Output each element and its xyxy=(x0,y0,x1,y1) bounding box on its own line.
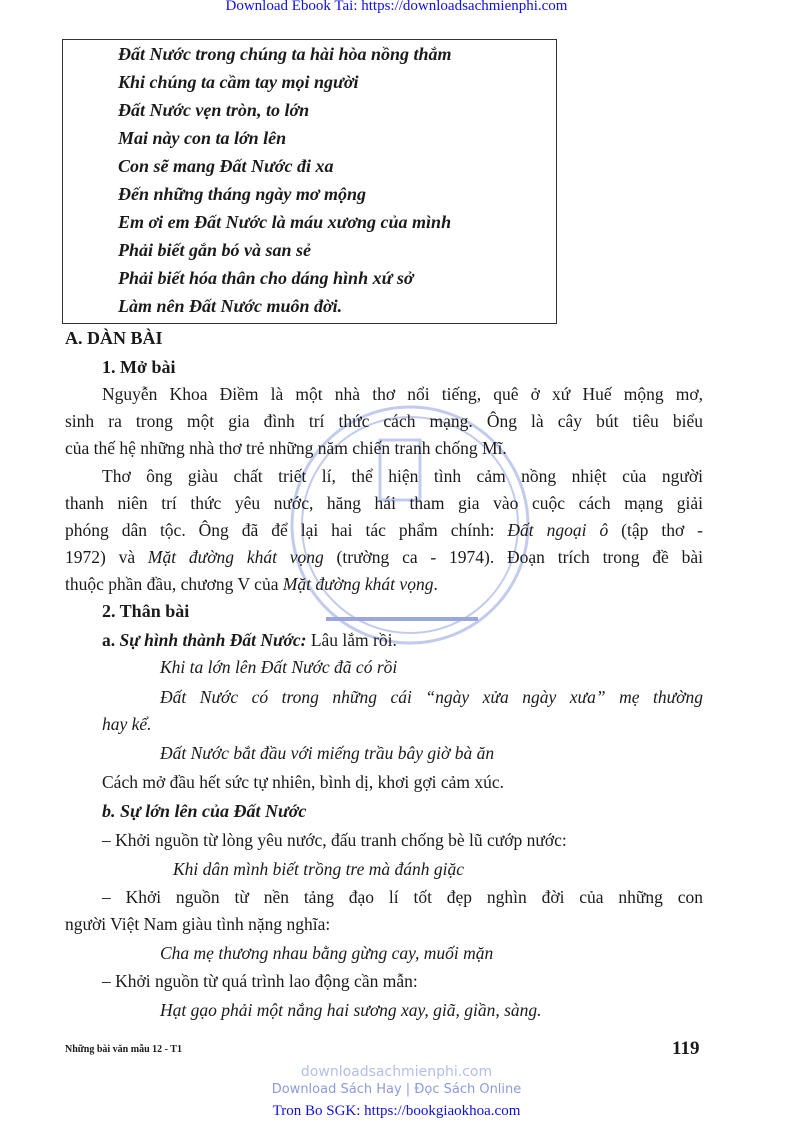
paragraph-line: – Khởi nguồn từ nền tảng đạo lí tốt đẹp nghìn đời của những con xyxy=(102,887,703,907)
point-title: Sự hình thành Đất Nước: xyxy=(119,630,307,650)
footer-download-link[interactable]: Tron Bo SGK: https://bookgiaokhoa.com xyxy=(272,1103,521,1119)
text: (trường ca - 1974). Đoạn trích trong đề bài xyxy=(323,547,703,567)
quote-line: Đất Nước bắt đầu với miếng trầu bây giờ bà ăn xyxy=(160,743,495,763)
header-download-link[interactable]: Download Ebook Tai: https://downloadsachmienphi.com xyxy=(225,0,568,14)
text: phóng dân tộc. Ông đã để lại hai tác phẩm chính: xyxy=(65,520,508,540)
poem-line: Đất Nước trong chúng ta hài hòa nồng thắm xyxy=(118,44,452,64)
poem-line: Đến những tháng ngày mơ mộng xyxy=(118,184,367,204)
poem-line: Khi chúng ta cầm tay mọi người xyxy=(118,72,359,92)
paragraph-line xyxy=(65,519,703,541)
poem-line: Làm nên Đất Nước muôn đời. xyxy=(118,296,343,316)
paragraph-line: Cách mở đầu hết sức tự nhiên, bình dị, khơi gợi cảm xúc. xyxy=(102,772,505,792)
text: (tập thơ - xyxy=(608,520,703,540)
work-title: Mặt đường khát vọng xyxy=(282,574,434,594)
work-title: Đất ngoại ô xyxy=(507,520,609,540)
paragraph-line: người Việt Nam giàu tình nặng nghĩa: xyxy=(65,914,331,934)
text: Lâu lắm rồi. xyxy=(306,630,397,650)
watermark-subtext: Download Sách Hay | Đọc Sách Online xyxy=(271,1082,522,1097)
poem-line: Phải biết gắn bó và san sẻ xyxy=(118,240,312,260)
section-heading: A. DÀN BÀI xyxy=(65,328,163,348)
quote-line: Khi ta lớn lên Đất Nước đã có rồi xyxy=(160,657,398,677)
quote-line: hay kể. xyxy=(102,714,152,734)
paragraph-line: thanh niên trí thức yêu nước, hăng hái tham gia vào cuộc cách mạng giải xyxy=(65,493,703,513)
point-a xyxy=(102,629,397,651)
paragraph-line: sinh ra trong một gia đình trí thức cách mạng. Ông là cây bút tiêu biểu xyxy=(65,411,703,431)
paragraph-line: Thơ ông giàu chất triết lí, thể hiện tình cảm nồng nhiệt của người xyxy=(102,466,703,486)
quote-line: Đất Nước có trong những cái “ngày xửa ngày xưa” mẹ thường xyxy=(160,687,703,707)
quote-line: Cha mẹ thương nhau bằng gừng cay, muối mặn xyxy=(160,943,494,963)
paragraph-line: – Khởi nguồn từ quá trình lao động cần mẫn: xyxy=(102,971,418,991)
paragraph-line: của thế hệ những nhà thơ trẻ những năm chiến tranh chống Mĩ. xyxy=(65,438,507,458)
work-title: Mặt đường khát vọng xyxy=(147,547,324,567)
poem-line: Đất Nước vẹn tròn, to lớn xyxy=(118,100,310,120)
quote-line: Hạt gạo phải một nắng hai sương xay, giã, giần, sàng. xyxy=(160,1000,542,1020)
paragraph-line: – Khởi nguồn từ lòng yêu nước, đấu tranh chống bè lũ cướp nước: xyxy=(102,830,567,850)
paragraph-line xyxy=(65,573,438,595)
point-b-title: b. Sự lớn lên của Đất Nước xyxy=(102,801,307,821)
subsection-heading: 1. Mở bài xyxy=(102,357,176,377)
quote-line: Khi dân mình biết trồng tre mà đánh giặc xyxy=(173,859,465,879)
paragraph-line xyxy=(65,546,703,568)
poem-line: Mai này con ta lớn lên xyxy=(118,128,287,148)
poem-line: Phải biết hóa thân cho dáng hình xứ sở xyxy=(118,268,414,288)
subsection-heading: 2. Thân bài xyxy=(102,601,190,621)
text: thuộc phần đầu, chương V của xyxy=(65,574,283,594)
book-title-footer: Những bài văn mẫu 12 - T1 xyxy=(65,1044,182,1055)
label: a. xyxy=(102,630,120,650)
text: . xyxy=(433,574,438,594)
poem-line: Em ơi em Đất Nước là máu xương của mình xyxy=(118,212,452,232)
paragraph-line: Nguyễn Khoa Điềm là một nhà thơ nổi tiếng, quê ở xứ Huế mộng mơ, xyxy=(102,384,703,404)
watermark-text: downloadsachmienphi.com xyxy=(300,1064,493,1080)
text: 1972) và xyxy=(65,547,148,567)
page-number: 119 xyxy=(672,1038,700,1059)
poem-line: Con sẽ mang Đất Nước đi xa xyxy=(118,156,334,176)
